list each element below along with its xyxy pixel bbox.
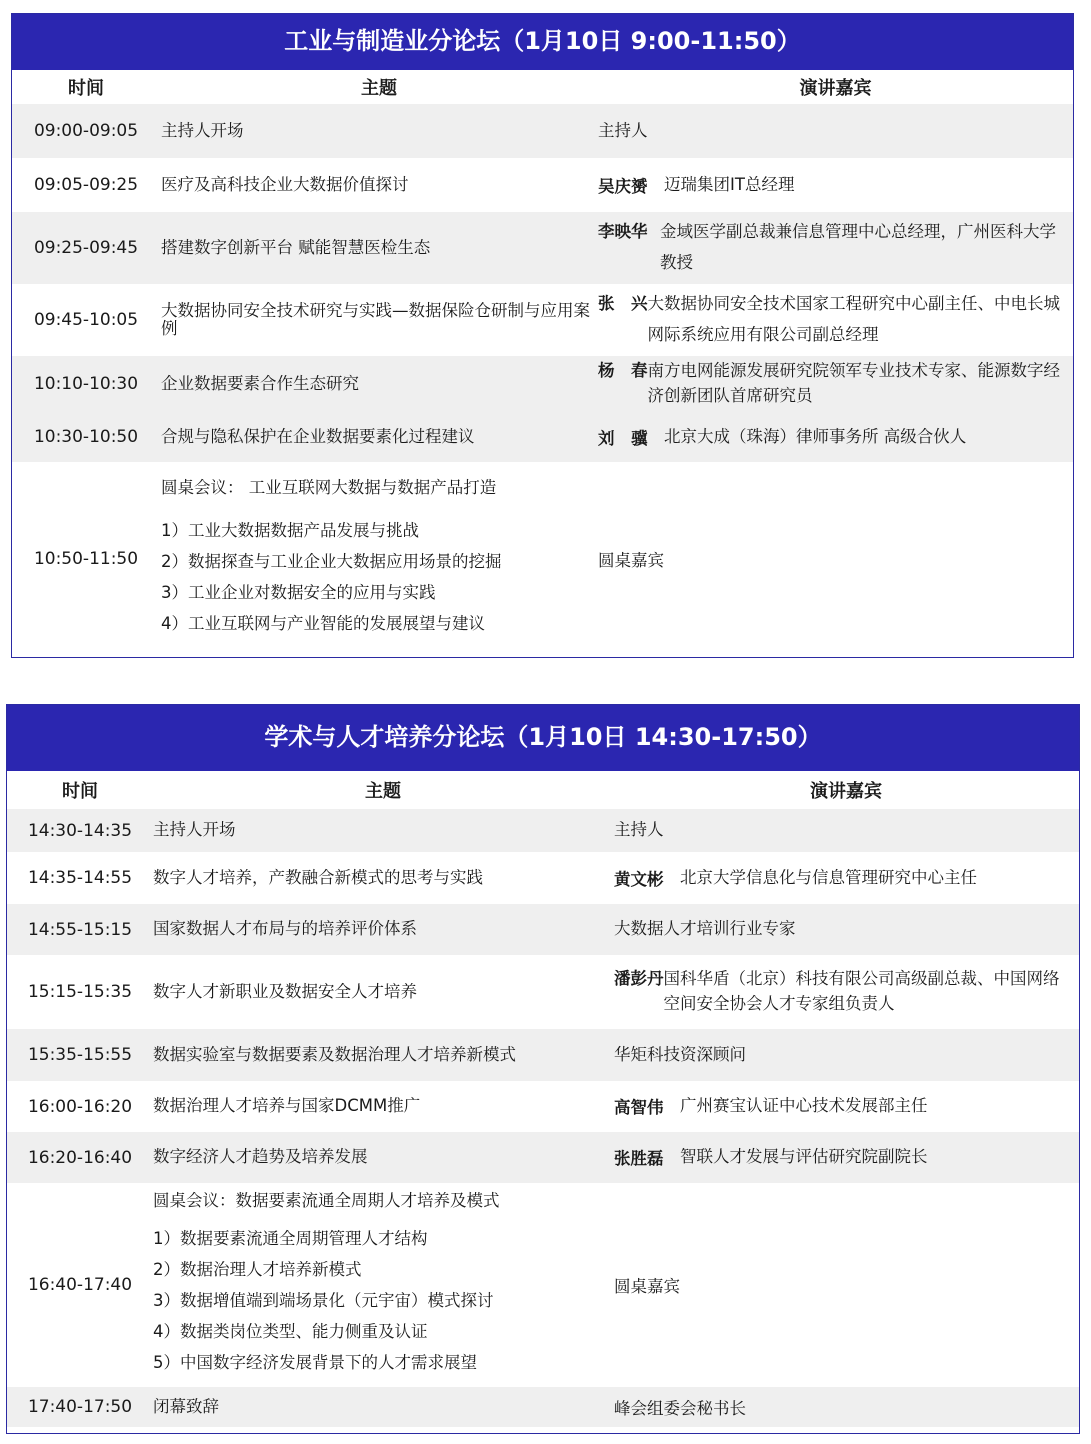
row-time: 09:05-09:25 <box>33 175 139 195</box>
row-topic: 医疗及高科技企业大数据价值探讨 <box>161 174 409 194</box>
forum-academic-talent <box>6 704 1080 1434</box>
forum-title: 学术与人才培养分论坛（1月10日 14:30-17:50） <box>7 705 1079 771</box>
row-speaker: 峰会组委会秘书长 <box>614 1399 746 1418</box>
row-topic: 数字经济人才趋势及培养发展 <box>153 1147 368 1167</box>
speaker-name: 高智伟 <box>614 1098 664 1118</box>
row-topic: 搭建数字创新平台 赋能智慧医检生态 <box>161 237 431 257</box>
table-row <box>7 1387 1079 1427</box>
table-row <box>7 955 1079 1029</box>
panel-item: 2）数据探查与工业企业大数据应用场景的挖掘 <box>161 552 502 572</box>
speaker-name: 潘彭丹 <box>614 969 664 989</box>
table-header <box>7 771 1079 809</box>
speaker-name: 杨 春 <box>598 361 648 381</box>
row-speaker <box>613 955 1079 1029</box>
row-speaker <box>598 104 1073 158</box>
row-topic: 大数据协同安全技术研究与实践—数据保险仓研制与应用案例 <box>161 300 590 338</box>
row-topic: 数据治理人才培养与国家DCMM推广 <box>153 1096 421 1116</box>
row-time: 14:30-14:35 <box>27 820 133 841</box>
row-time: 16:20-16:40 <box>27 1147 133 1168</box>
header-time: 时间 <box>68 78 104 99</box>
header-speaker: 演讲嘉宾 <box>799 78 872 99</box>
panel-item: 2）数据治理人才培养新模式 <box>153 1259 362 1279</box>
panel-item: 4）工业互联网与产业智能的发展展望与建议 <box>161 614 485 634</box>
table-row <box>7 904 1079 955</box>
row-topic: 主持人开场 <box>161 120 244 140</box>
row-time: 09:45-10:05 <box>33 310 139 330</box>
row-speaker <box>598 356 1073 412</box>
speaker-org: 北京大学信息化与信息管理研究中心主任 <box>680 867 977 887</box>
row-topic: 闭幕致辞 <box>153 1396 219 1416</box>
forum-industry-manufacturing <box>11 13 1074 658</box>
row-time: 14:35-14:55 <box>27 868 133 888</box>
row-speaker <box>598 284 1073 356</box>
panel-item: 3）工业企业对数据安全的应用与实践 <box>161 583 436 603</box>
forum-title: 工业与制造业分论坛（1月10日 9:00-11:50） <box>12 14 1073 70</box>
row-speaker <box>613 852 1079 904</box>
row-topic: 数据实验室与数据要素及数据治理人才培养新模式 <box>153 1044 516 1064</box>
row-speaker <box>598 158 1073 212</box>
header-topic: 主题 <box>361 78 397 99</box>
table-row <box>12 158 1073 212</box>
panel-speaker: 圆桌嘉宾 <box>598 551 664 570</box>
row-time: 09:00-09:05 <box>33 121 139 141</box>
panel-item: 5）中国数字经济发展背景下的人才需求展望 <box>153 1352 477 1372</box>
row-topic: 主持人开场 <box>153 820 236 840</box>
row-time: 10:10-10:30 <box>33 374 139 394</box>
panel-item: 1）工业大数据数据产品发展与挑战 <box>161 521 419 541</box>
panel-item: 4）数据类岗位类型、能力侧重及认证 <box>153 1321 428 1341</box>
table-row <box>12 212 1073 284</box>
table-row <box>7 1029 1079 1081</box>
speaker-name: 张 兴 <box>598 294 648 314</box>
speaker-org: 迈瑞集团IT总经理 <box>664 174 795 194</box>
row-topic: 企业数据要素合作生态研究 <box>161 373 359 393</box>
table-row <box>7 809 1079 852</box>
row-time: 09:25-09:45 <box>33 238 139 258</box>
panel-time: 16:40-17:40 <box>27 1275 133 1295</box>
panel-speaker: 圆桌嘉宾 <box>614 1277 680 1296</box>
panel-item: 3）数据增值端到端场景化（元宇宙）模式探讨 <box>153 1290 494 1310</box>
speaker-org: 金域医学副总裁兼信息管理中心总经理，广州医科大学教授 <box>660 222 1056 272</box>
row-topic: 国家数据人才布局与的培养评价体系 <box>153 919 417 939</box>
speaker-name: 黄文彬 <box>614 869 664 889</box>
row-topic: 合规与隐私保护在企业数据要素化过程建议 <box>161 426 475 446</box>
panel-time: 10:50-11:50 <box>33 549 139 569</box>
speaker-org: 智联人才发展与评估研究院副院长 <box>680 1147 928 1167</box>
speaker-org: 广州赛宝认证中心技术发展部主任 <box>680 1096 928 1116</box>
speaker-org: 主持人 <box>614 820 664 840</box>
speaker-org: 华矩科技资深顾问 <box>614 1044 746 1064</box>
row-topic: 数字人才新职业及数据安全人才培养 <box>153 981 417 1001</box>
row-speaker <box>598 212 1073 284</box>
table-row <box>12 412 1073 462</box>
table-row <box>7 852 1079 904</box>
row-speaker <box>613 809 1079 852</box>
speaker-name: 张胜磊 <box>614 1149 664 1169</box>
panel-topic <box>153 1183 613 1387</box>
panel-row <box>12 462 1073 656</box>
row-time: 16:00-16:20 <box>27 1096 133 1117</box>
row-time: 15:35-15:55 <box>27 1045 133 1065</box>
speaker-name: 李映华 <box>598 222 648 242</box>
panel-title: 圆桌会议：数据要素流通全周期人才培养及模式 <box>153 1191 500 1211</box>
row-time: 17:40-17:50 <box>27 1397 133 1417</box>
speaker-org: 主持人 <box>598 120 648 140</box>
table-row <box>7 1081 1079 1132</box>
row-speaker <box>613 904 1079 955</box>
header-speaker: 演讲嘉宾 <box>810 781 882 802</box>
row-time: 14:55-15:15 <box>27 919 133 940</box>
speaker-org: 北京大成（珠海）律师事务所 高级合伙人 <box>664 426 967 446</box>
table-row <box>12 284 1073 356</box>
table-row <box>12 356 1073 412</box>
speaker-org: 国科华盾（北京）科技有限公司高级副总裁、中国网络空间安全协会人才专家组负责人 <box>663 969 1060 1013</box>
speaker-name: 吴庆赟 <box>598 176 648 196</box>
panel-item: 1）数据要素流通全周期管理人才结构 <box>153 1228 428 1248</box>
row-speaker <box>598 412 1073 462</box>
speaker-org: 大数据人才培训行业专家 <box>614 919 796 939</box>
row-time: 15:15-15:35 <box>27 982 133 1002</box>
table-row <box>7 1132 1079 1183</box>
speaker-name: 刘 骥 <box>598 428 648 448</box>
speaker-org: 南方电网能源发展研究院领军专业技术专家、能源数字经济创新团队首席研究员 <box>647 361 1060 405</box>
panel-topic <box>160 462 598 656</box>
header-topic: 主题 <box>365 781 401 802</box>
panel-row <box>7 1183 1079 1387</box>
row-speaker <box>613 1029 1079 1081</box>
speaker-org: 大数据协同安全技术国家工程研究中心副主任、中电长城网际系统应用有限公司副总经理 <box>647 294 1060 344</box>
table-header <box>12 70 1073 104</box>
row-time: 10:30-10:50 <box>33 427 139 447</box>
row-speaker <box>613 1132 1079 1183</box>
table-row <box>12 104 1073 158</box>
row-speaker <box>613 1081 1079 1132</box>
panel-title: 圆桌会议： 工业互联网大数据与数据产品打造 <box>161 477 497 497</box>
header-time: 时间 <box>62 781 98 802</box>
row-topic: 数字人才培养，产教融合新模式的思考与实践 <box>153 867 483 887</box>
